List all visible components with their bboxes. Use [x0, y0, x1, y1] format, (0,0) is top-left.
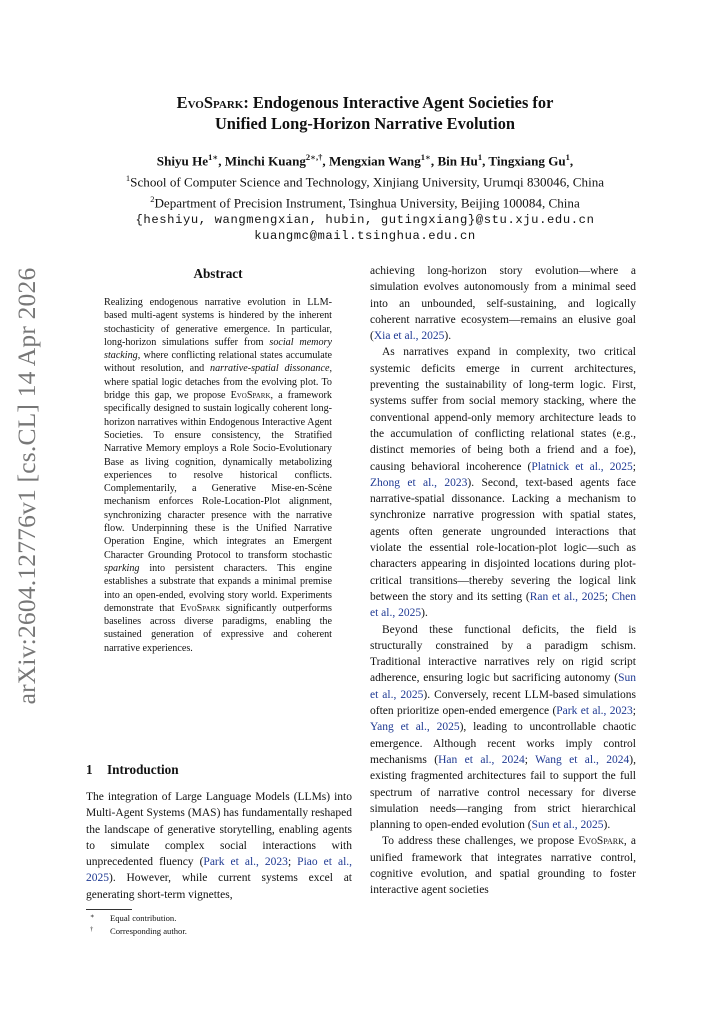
- abstract-body: [104, 296, 332, 655]
- citation-link[interactable]: Yang et al., 2025: [370, 721, 460, 734]
- citation-link[interactable]: Sun et al., 2025: [370, 672, 636, 701]
- citation-link[interactable]: Zhong et al., 2023: [370, 476, 468, 489]
- author-name: Minchi Kuang: [224, 153, 306, 169]
- citation-link[interactable]: Wang et al., 2024: [535, 753, 630, 766]
- email-line-1: {heshiyu, wangmengxian, hubin, gutingxiang}@stu.xju.edu.cn: [135, 212, 595, 227]
- abstract-heading: Abstract: [193, 266, 243, 281]
- author-mark: 1∗: [420, 152, 431, 162]
- citation-link[interactable]: Platnick et al., 2025: [531, 460, 633, 473]
- title-framework-name: EvoSpark: [176, 93, 244, 112]
- section-title: Introduction: [107, 762, 179, 777]
- arxiv-stamp-text: arXiv:2604.12776v1 [cs.CL] 14 Apr 2026: [12, 267, 41, 705]
- section-heading-introduction: [86, 762, 179, 778]
- paragraph: Beyond these functional deficits, the field is structurally constrained by a paradigm schism. Traditional interactive narratives rely on rigid script adherence, ensuring logic but sacrificing autonomy (Sun et al., 2025). Conversely, recent LLM-based simulations often prioritize open-ended emergence (Park et al., 2023; Yang et al., 2025), leading to uncontrollable chaotic emergence. Although recent works imply control mechanisms (Han et al., 2024; Wang et al., 2024), existing fragmented architectures fail to support the full spectrum of narrative control necessary for diverse simulation needs—ranging from strict hierarchical planning to open-ended evolution (Sun et al., 2025).: [370, 623, 636, 832]
- title-line2: Unified Long-Horizon Narrative Evolution: [214, 114, 516, 133]
- title-line1: : Endogenous Interactive Agent Societies for: [243, 93, 554, 112]
- affiliation-2: $^2$Department of Precision Instrument, Tsinghua University, Beijing 100084, China: [150, 193, 580, 211]
- citation-link[interactable]: Han et al., 2024: [438, 753, 525, 766]
- paragraph: achieving long-horizon story evolution—where a simulation evolves autonomously from a minimal seed into an unbounded, self-sustaining, and logically coherent narrative ecosystem—remains an elusive goal (Xia et al., 2025).: [370, 265, 636, 343]
- paper-title: [85, 92, 645, 134]
- footnote-corresponding-author: † Corresponding author.: [90, 926, 187, 936]
- paragraph: To address these challenges, we propose EvoSpark, a unified framework that integrates narrative control, cognitive evolution, and spatial grounding to foster interactive agent societies: [370, 835, 636, 897]
- author-mark: 1∗: [208, 152, 219, 162]
- affiliation-1: $^1$School of Computer Science and Technology, Xinjiang University, Urumqi 830046, China: [125, 172, 605, 190]
- paragraph: As narratives expand in complexity, two critical systemic deficits emerge in current architectures, preventing the sustainability of long-term logic. First, systems suffer from social memory stacking, where the conventional append-only memory architecture leads to the accumulation of conflicting relational states (e.g., distinct memories of being both a friend and a foe), causing behavioral incoherence (Platnick et al., 2025; Zhong et al., 2023). Second, text-based agents face narrative-spatial dissonance. Lacking a mechanism to synchronize narrative progression with spatial states, agents often generate ungrounded interactions that violate the essential role-location-plot logic—such as characters appearing in disjointed locations during plot-critical transitions—thereby severing the logical link between the story and its setting (Ran et al., 2025; Chen et al., 2025).: [370, 346, 637, 620]
- footnote-equal-contribution: ∗ Equal contribution.: [90, 913, 177, 923]
- footnote-rule: [86, 909, 132, 910]
- author-mark: 1: [477, 152, 483, 162]
- author-name: Shiyu He: [156, 153, 209, 169]
- citation-link[interactable]: Chen et al., 2025: [370, 590, 637, 620]
- author-name: Bin Hu: [437, 153, 478, 169]
- author-name: Mengxian Wang: [328, 153, 421, 169]
- author-name: Tingxiang Gu: [488, 153, 566, 169]
- author-names: Shiyu $He^{1∗}$, Minchi Kuang$^{2∗,\dagger}$, Mengxian Wang$^{1∗}$, Bin Hu$^1$, Tingxiang Gu$^1$,: [156, 152, 574, 169]
- intro-paragraph: The integration of Large Language Models (LLMs) into Multi-Agent Systems (MAS) has fundamentally reshaped the landscape of generative storytelling, enabling agents to simulate complex social interactions with unprecedented fluency (Park et al., 2023; Piao et al., 2025). However, while current systems excel at generating short-term vignettes,: [86, 791, 353, 901]
- abstract-paragraph: Realizing endogenous narrative evolution in LLM-based multi-agent systems is hindered by the inherent stochasticity of generative emergence. In particular, long-horizon simulations suffer from social memory stacking, where conflicting relational states accumulate without resolution, and narrative-spatial dissonance, where spatial logic detaches from the evolving plot. To bridge this gap, we propose EvoSpark, a framework specifically designed to sustain logically coherent long-horizon narratives within Endogenous Interactive Agent Societies. To ensure consistency, the Stratified Narrative Memory employs a Role Socio-Evolutionary Base as living cognition, dynamically metabolizing experiences to resolve historical conflicts. Complementarily, a Generative Mise-en-Scène mechanism enforces Role-Location-Plot alignment, synchronizing character presence with the narrative flow. Underpinning these is the Unified Narrative Operation Engine, which integrates an Emergent Character Grounding Protocol to transform stochastic sparking into persistent characters. This engine establishes a substrate that expands a minimal premise into an open-ended, evolving story world. Experiments demonstrate that EvoSpark significantly outperforms baselines across diverse paradigms, enabling the sustained generation of expressive and coherent narrative experiences.: [104, 297, 332, 654]
- citation-link[interactable]: Sun et al., 2025: [531, 819, 604, 832]
- email-line-2: kuangmc@mail.tsinghua.edu.cn: [254, 229, 476, 244]
- citation-link[interactable]: Piao et al., 2025: [86, 856, 353, 885]
- section-number: 1: [86, 762, 93, 777]
- author-mark: 1: [565, 152, 570, 162]
- citation-link[interactable]: Xia et al., 2025: [373, 330, 445, 343]
- author-block: [70, 149, 660, 245]
- citation-link[interactable]: Ran et al., 2025: [529, 590, 605, 603]
- citation-link[interactable]: Park et al., 2023: [556, 705, 633, 718]
- citation-link[interactable]: Park et al., 2023: [203, 856, 288, 869]
- right-column: [370, 263, 636, 899]
- author-mark: 2∗,†: [305, 152, 323, 162]
- arxiv-stamp: [6, 267, 48, 705]
